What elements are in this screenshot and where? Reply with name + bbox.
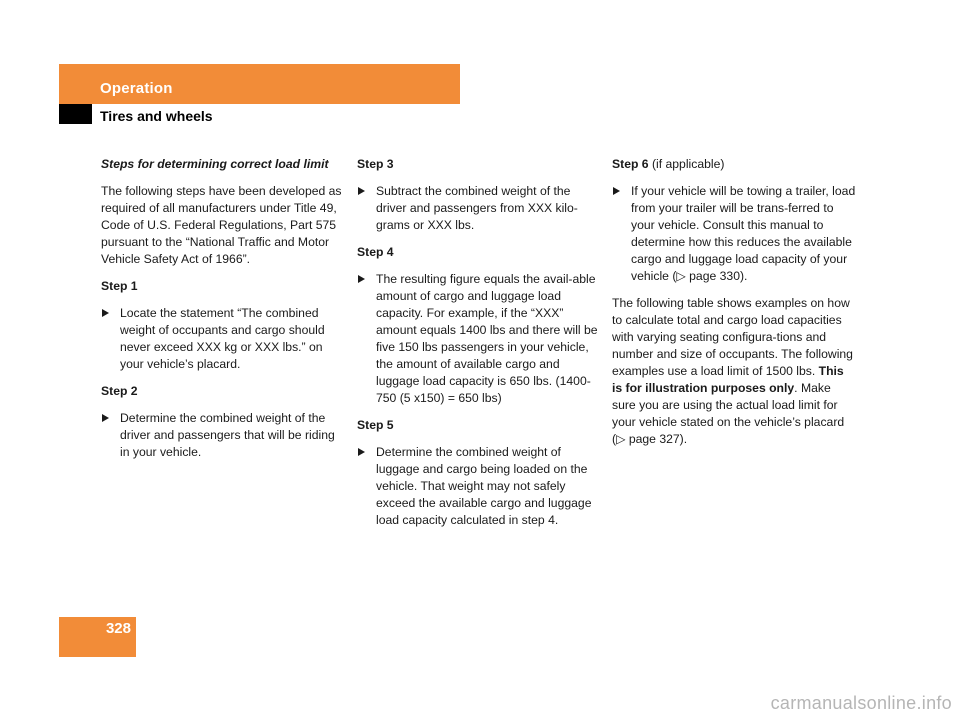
step-5-label: Step 5 [357, 418, 394, 432]
step-6-item [612, 183, 856, 285]
step-2-label: Step 2 [101, 384, 138, 398]
illustration-note: This is for illustration purposes only [612, 364, 844, 395]
step-3-label: Step 3 [357, 157, 394, 171]
step-6-heading [612, 156, 856, 173]
step-6-label: Step 6 [612, 157, 649, 171]
bullet-arrow-icon [613, 187, 620, 195]
examples-text-end: ). [679, 432, 688, 446]
bullet-arrow-icon [358, 187, 365, 195]
page-327-link[interactable]: ▷ page 327 [616, 432, 680, 446]
examples-text-start: The following table shows examples on how to calculate total and cargo load capacities with varying seating configura-tions and number and size of occupants. The following examples use a load limit of 1500 lbs. [612, 296, 853, 378]
section-title: Tires and wheels [100, 108, 213, 124]
step-3-text: Subtract the combined weight of the driver and passengers from XXX kilo-grams or XXX lbs. [376, 184, 578, 232]
column-2 [357, 156, 599, 539]
step-1-item [101, 305, 345, 373]
page-number-tab [59, 617, 136, 657]
step-6-end: ). [739, 269, 748, 283]
column-1 [101, 156, 345, 471]
examples-text-mid: . Make sure you are using the actual load limit for your vehicle stated on the vehicle’s placard ( [612, 381, 845, 446]
column-3 [612, 156, 856, 458]
step-1-text: Locate the statement “The combined weight of occupants and cargo should never exceed XXX kg or XXX lbs.” on your vehicle’s placard. [120, 306, 325, 371]
chapter-title: Operation [100, 80, 173, 97]
step-4-item [357, 271, 599, 407]
bullet-arrow-icon [358, 275, 365, 283]
step-4-text: The resulting figure equals the avail-able amount of cargo and luggage load capacity. For example, if the “XXX” amount equals 1400 lbs and there will be five 150 lbs passengers in your vehicle, the amount of available cargo and luggage load capacity is 650 lbs. (1400-750 (5 x150) = 650 lbs) [376, 272, 598, 405]
bullet-arrow-icon [102, 414, 109, 422]
step-1-label: Step 1 [101, 279, 138, 293]
step-5-item [357, 444, 599, 529]
watermark: carmanualsonline.info [770, 693, 952, 713]
page-330-link[interactable]: ▷ page 330 [676, 269, 740, 283]
intro-paragraph: The following steps have been developed as required of all manufacturers under Title 49, Code of U.S. Federal Regulations, Part 575 pursuant to the “National Traffic and Motor Vehicle Safety Act of 1966”. [101, 184, 342, 266]
section-marker [59, 104, 92, 124]
step-6-note: (if applicable) [648, 157, 725, 171]
page-number: 328 [105, 620, 131, 637]
step-2-item [101, 410, 345, 461]
step-6-text: If your vehicle will be towing a trailer, load from your trailer will be trans-ferred to your vehicle. Consult this manual to determine how this reduces the available cargo and luggage load capacity of your vehicle ( [631, 184, 856, 283]
subsection-heading: Steps for determining correct load limit [101, 157, 329, 171]
step-5-text: Determine the combined weight of luggage and cargo being loaded on the vehicle. That weight may not safely exceed the available cargo and luggage load capacity calculated in step 4. [376, 445, 592, 527]
step-4-label: Step 4 [357, 245, 394, 259]
step-2-text: Determine the combined weight of the driver and passengers that will be riding in your vehicle. [120, 411, 335, 459]
bullet-arrow-icon [358, 448, 365, 456]
examples-paragraph [612, 295, 856, 448]
bullet-arrow-icon [102, 309, 109, 317]
step-3-item [357, 183, 599, 234]
